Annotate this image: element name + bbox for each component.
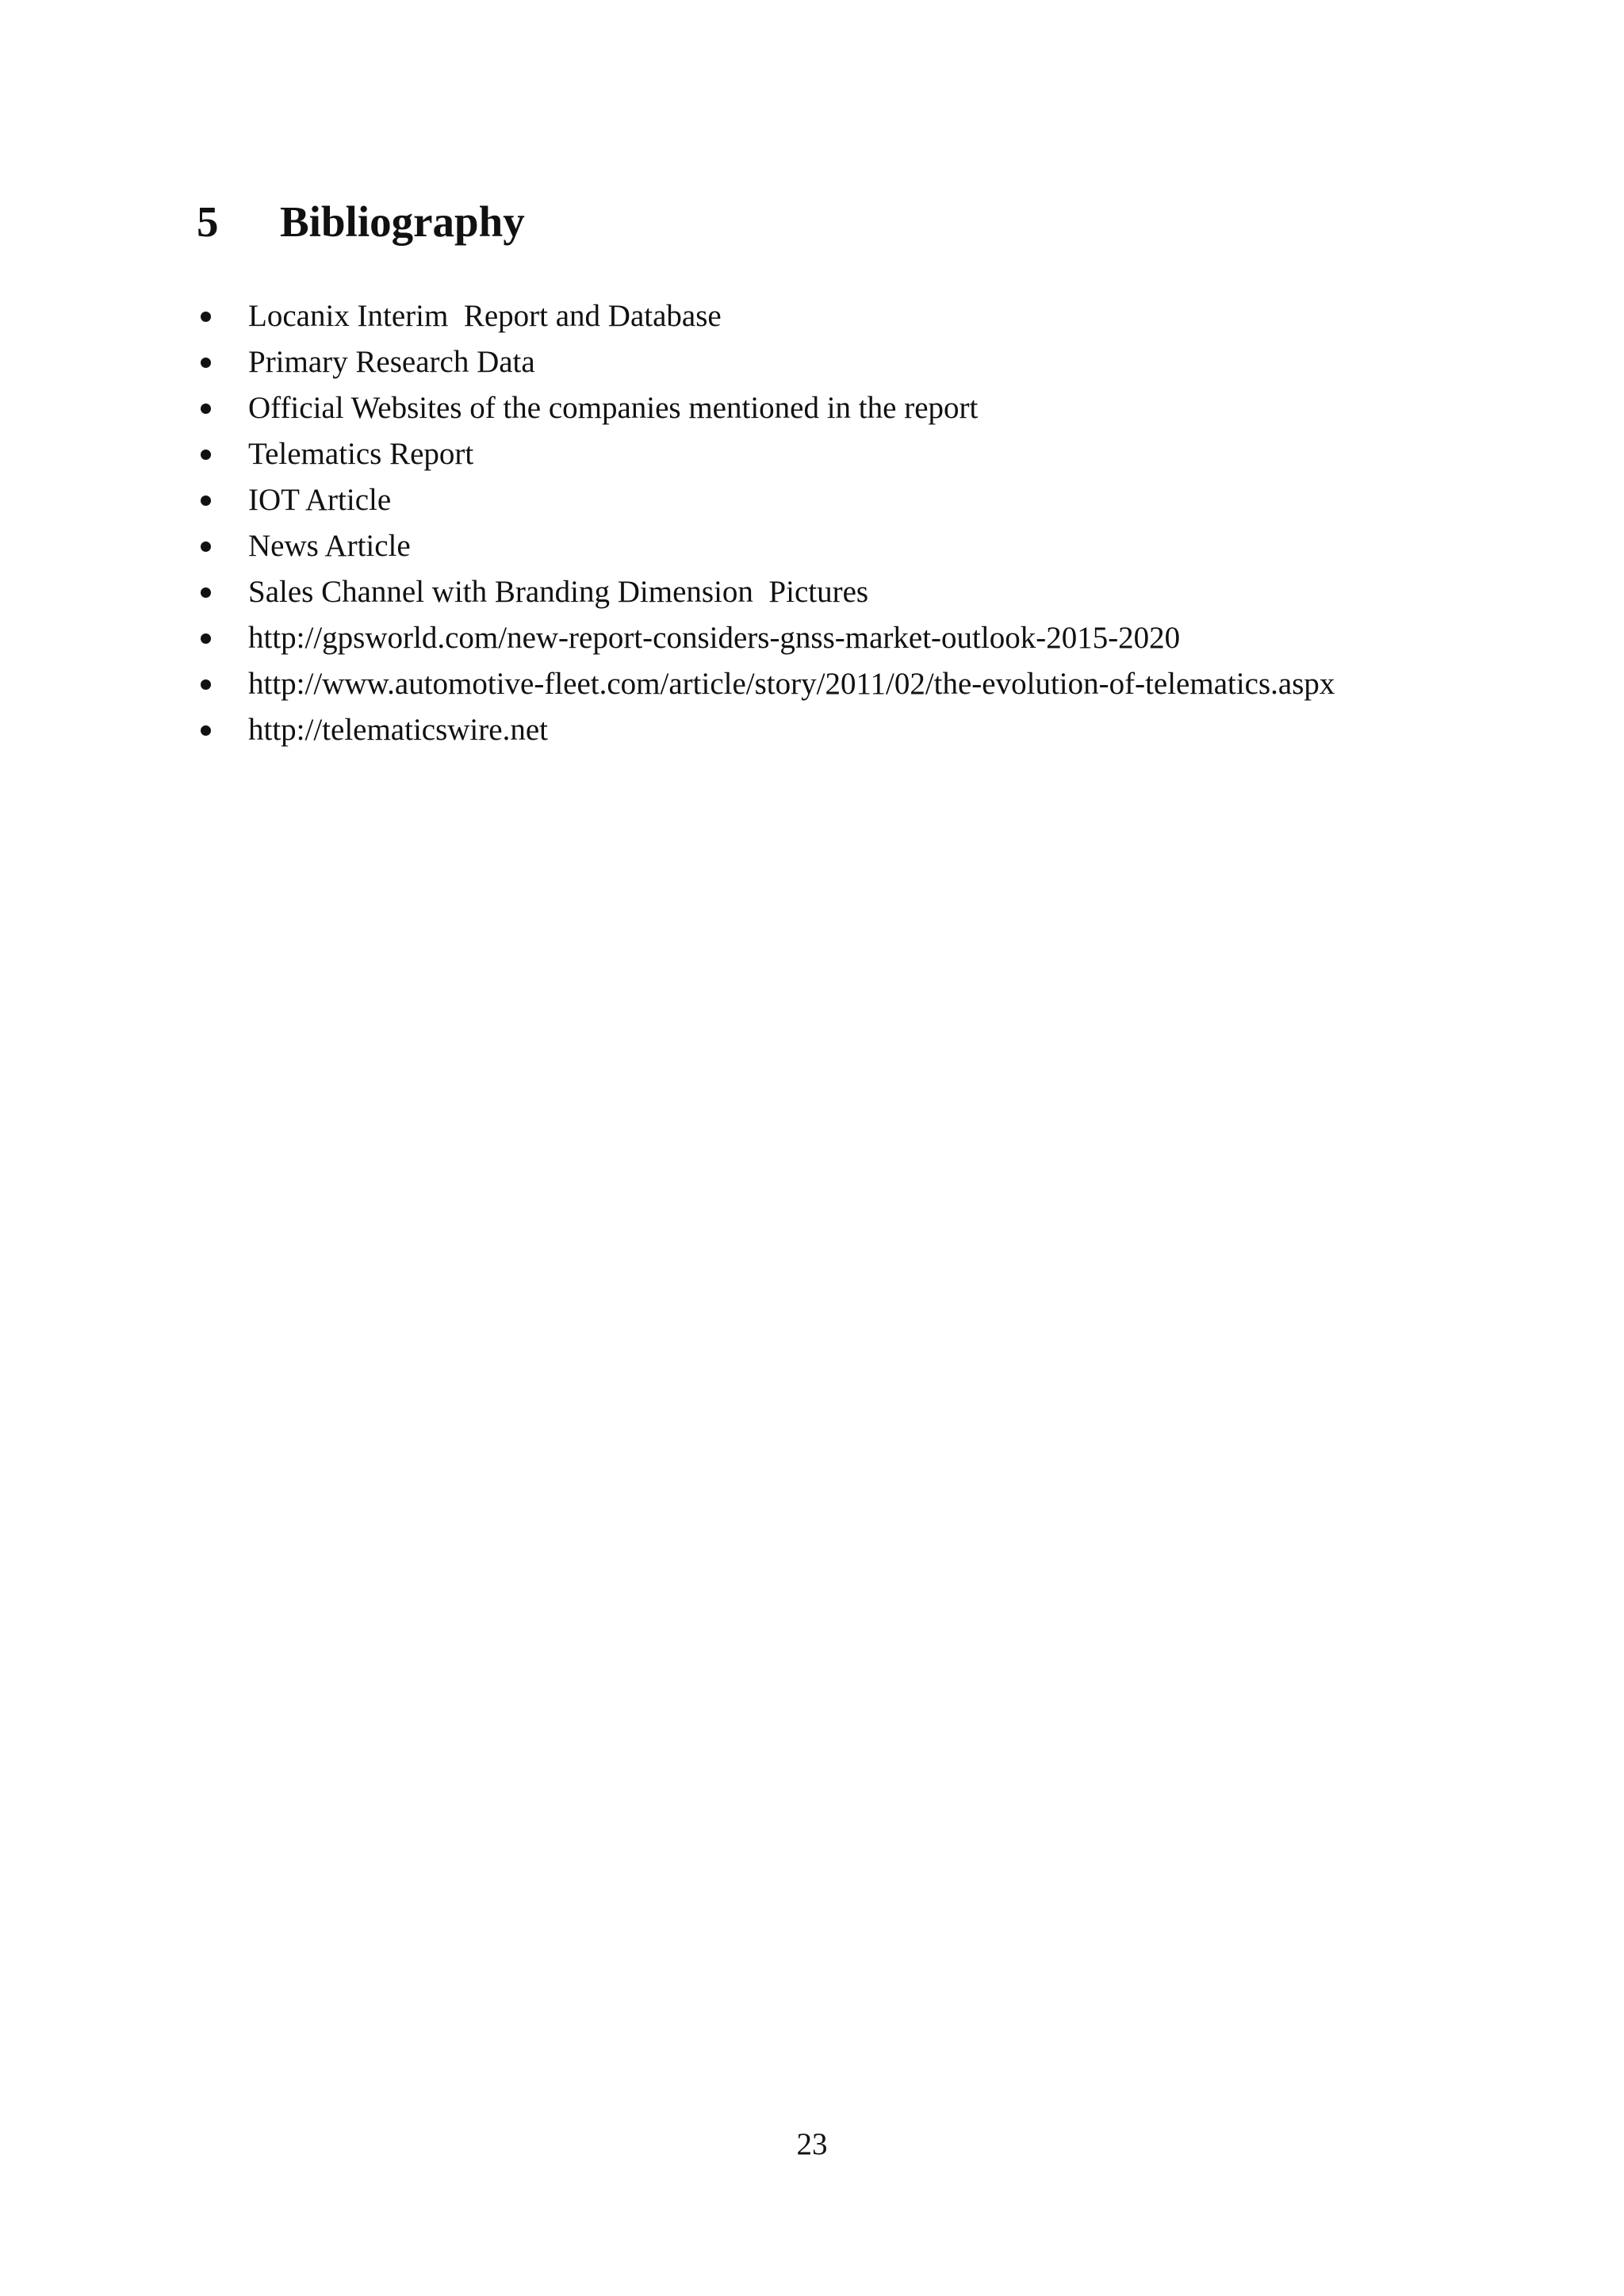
bibliography-item (197, 339, 1561, 385)
bullet-icon (201, 496, 211, 506)
bibliography-item-text: Primary Research Data (248, 345, 535, 379)
bibliography-link-automotive-fleet: http://www.automotive-fleet.com/article/story/2011/02/the-evolution-of-telematics.aspx (248, 667, 1335, 701)
section-number: 5 (197, 197, 219, 246)
bibliography-item-text: Locanix Interim Report and Database (248, 299, 722, 333)
bibliography-item-text: Telematics Report (248, 437, 474, 471)
bibliography-item (197, 707, 1561, 753)
bullet-icon (201, 358, 211, 368)
bullet-icon (201, 541, 211, 552)
section-title: Bibliography (280, 197, 525, 246)
bullet-icon (201, 404, 211, 414)
bibliography-item-text: News Article (248, 529, 411, 563)
bibliography-item (197, 431, 1561, 477)
bibliography-item (197, 661, 1561, 707)
bullet-icon (201, 587, 211, 598)
bullet-icon (201, 725, 211, 736)
bibliography-item (197, 385, 1561, 431)
bibliography-list (197, 293, 1561, 753)
bibliography-item (197, 477, 1561, 523)
bullet-icon (201, 679, 211, 690)
section-heading (197, 194, 525, 250)
bibliography-item (197, 615, 1561, 661)
bibliography-item (197, 293, 1561, 339)
bibliography-item-text: IOT Article (248, 483, 392, 517)
bibliography-link-gpsworld: http://gpsworld.com/new-report-considers-gnss-market-outlook-2015-2020 (248, 621, 1181, 655)
bibliography-item-text: Sales Channel with Branding Dimension Pictures (248, 575, 869, 609)
bibliography-item-text: Official Websites of the companies mentioned in the report (248, 391, 979, 425)
page-number: 23 (796, 2127, 828, 2161)
bullet-icon (201, 450, 211, 460)
bullet-icon (201, 633, 211, 644)
bibliography-link-telematicswire: http://telematicswire.net (248, 713, 548, 747)
bibliography-item (197, 569, 1561, 615)
bibliography-item (197, 523, 1561, 569)
bullet-icon (201, 312, 211, 322)
